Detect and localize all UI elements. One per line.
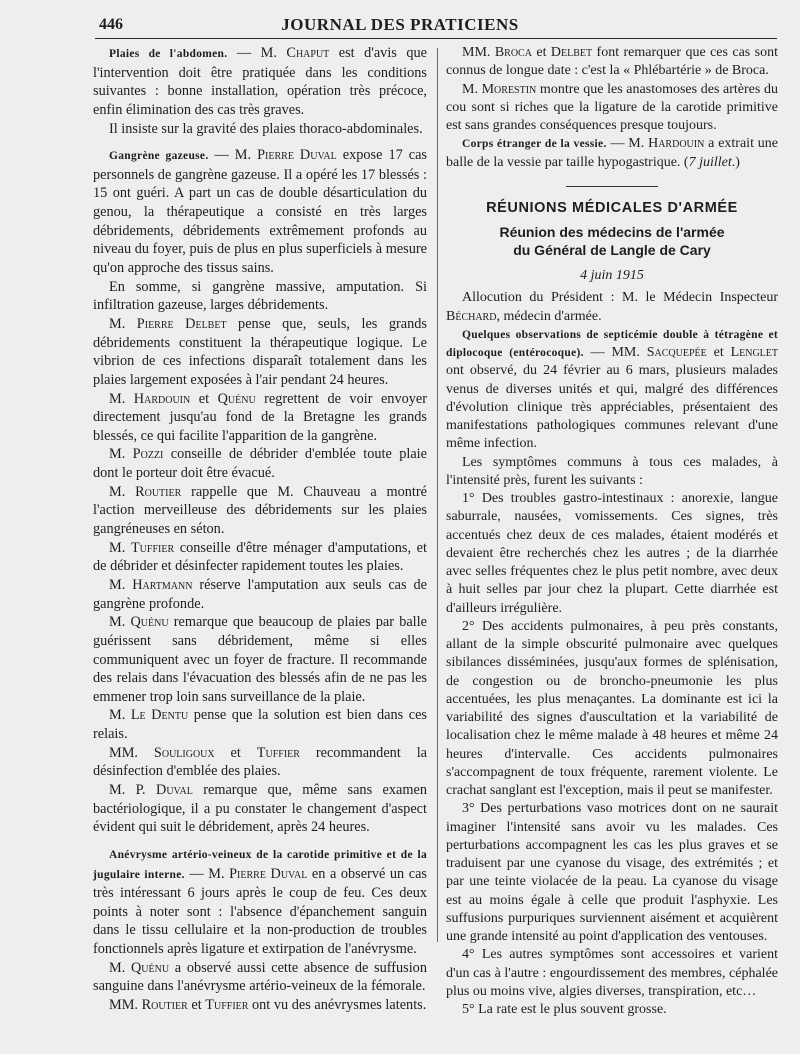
author-name: Hardouin [133, 390, 191, 407]
paragraph: Anévrysme artério-veineux de la carotide primitive et de la jugulaire interne. — M. Pierre Duval en a observé un cas très intéressant 6 jours après le coup de feu. Ces deux points à noter sont : l'absence d'épanchement sanguin dans le tissu cellulaire et la non-production de troubles fonctionnels après ligature et extirpation de l'anévrysme. [93, 848, 427, 958]
meeting-date: 4 juin 1915 [580, 268, 644, 283]
paragraph: Quelques observations de septicémie double à tétragène et diplocoque (entérocoque). — MM. Sacquepée et Lenglet ont observé, du 24 février au 6 mars, plusieurs malades venus de diverses unités et qui, malgré des différences d'évolution clinique très appréciables, présentaient des manifestations pathologiques communes relevant d'une même infection. [446, 328, 778, 452]
paragraph: MM. Broca et Delbet font remarquer que ces cas sont connus de longue date : c'est la « Phlébartérie » de Broca. [446, 45, 779, 79]
paragraph: M. Pierre Delbet pense que, seuls, les grands débridements constituent la thérapeutique logique. Le vibrion de ces infections disparaît totalement dans les plaies largement exposées à l'air pendant 24 heures. [93, 315, 427, 388]
left-column [93, 44, 427, 1015]
paragraph: Plaies de l'abdomen. — M. Chaput est d'avis que l'intervention doit être pratiquée dans les conditions suivantes : bonne installation, opération très précoce, enfin élimination des cas très graves. [93, 45, 427, 118]
header-rule [95, 38, 777, 39]
paragraph: M. Pozzi conseille de débrider d'emblée toute plaie dont le porteur doit être évacué. [93, 446, 427, 482]
section-heading: Quelques observations de septicémie double à tétragène et diplocoque (entérocoque). [446, 328, 778, 359]
paragraph: M. Hardouin et Quénu regrettent de voir envoyer directement jusqu'au fond de la Bretagne les grands blessés, ce qui facilite l'apparition de la gangrène. [93, 390, 428, 444]
journal-title: JOURNAL DES PRATICIENS [281, 15, 519, 34]
paragraph: MM. Souligoux et Tuffier recommandent la désinfection d'emblée des plaies. [93, 744, 428, 780]
section-heading: Plaies de l'abdomen. [109, 48, 228, 60]
author-name: Hardouin [648, 136, 705, 152]
author-name: Hartmann [132, 576, 193, 593]
paragraph: Gangrène gazeuse. — M. Pierre Duval expose 17 cas personnels de gangrène gazeuse. Il a opéré les 17 blessés : 15 ont guéri. A part un cas de double désarticulation du genou, la thérapeutique a consisté en très larges débridements, débridements extrêmement profonds au niveau du foyer, puis de plus en plus superficiels à mesure qu'on approche des tissus sains. [93, 147, 427, 277]
paragraph: 1° Des troubles gastro-intestinaux : anorexie, langue saburrale, nausées, vomissements. Ces signes, très accentués chez deux de ces malades, étaient modérés et devaient être recherchés chez les autres ; de la diarrhée avec selles fréquentes chez le plus petit nombre, avec deux à huit selles par jour chez la plupart. Cette diarrhée est d'ailleurs irrégulière. [446, 491, 778, 616]
paragraph: Allocution du Président : M. le Médecin Inspecteur Béchard, médecin d'armée. [446, 290, 778, 324]
paragraph: M. Hartmann réserve l'amputation aux seuls cas de gangrène profonde. [93, 576, 427, 612]
author-name: Tuffier [205, 997, 249, 1014]
author-name: Quénu [130, 614, 169, 631]
section-heading: Gangrène gazeuse. [109, 150, 209, 163]
author-name: Duval [156, 781, 193, 798]
author-name: Pozzi [132, 446, 164, 463]
author-name: Pierre Delbet [136, 315, 227, 332]
section-separator [566, 186, 658, 187]
author-name: Quénu [217, 390, 256, 407]
paragraph: Corps étranger de la vessie. — M. Hardouin a extrait une balle de la vessie par taille hypogastrique. (7 juillet.) [446, 136, 779, 170]
paragraph: M. Routier rappelle que M. Chauveau a montré l'action merveilleuse des débridements sur les plaies gangréneuses en séton. [93, 483, 427, 538]
section-heading: Corps étranger de la vessie. [462, 138, 607, 151]
author-name: Routier [141, 997, 188, 1014]
author-name: Sacquepée [646, 345, 707, 360]
paragraph: MM. Routier et Tuffier ont vu des anévrysmes latents. [109, 997, 427, 1014]
author-name: Routier [135, 483, 182, 500]
author-name: Delbet [550, 45, 593, 60]
author-name: Chaput [286, 45, 330, 61]
paragraph: En somme, si gangrène massive, amputation. Si infiltration gazeuse, larges débridements. [93, 278, 427, 314]
page-header [0, 0, 800, 40]
section-title: RÉUNIONS MÉDICALES D'ARMÉE [486, 199, 738, 216]
paragraph: 5° La rate est le plus souvent grosse. [462, 1002, 667, 1017]
page-number: 446 [99, 16, 123, 33]
author-name: Tuffier [256, 744, 300, 761]
author-name: Broca [494, 45, 532, 60]
paragraph: M. Quénu remarque que beaucoup de plaies par balle guérissent sans débridement, même si elles communiquent avec un foyer de fracture. Il recommande des relais dans l'évacuation des blessés afin de ne pas les emmener trop loin sans surveillance de la plaie. [93, 614, 427, 705]
author-name: Pierre Duval [257, 147, 337, 164]
author-name: Le Dentu [130, 707, 189, 724]
author-name: Pierre Duval [229, 865, 308, 882]
paragraph: 4° Les autres symptômes sont accessoires et varient d'un cas à l'autre : engourdissement des membres, céphalée plus ou moins vive, algies diverses, transpiration, etc… [446, 947, 778, 999]
subtitle-line: du Général de Langle de Cary [513, 242, 711, 258]
session-date: 7 juillet [688, 154, 732, 170]
paragraph: Il insiste sur la gravité des plaies thoraco-abdominales. [109, 120, 423, 137]
paragraph: M. Quénu a observé aussi cette absence de suffusion sanguine dans l'anévrysme artério-veineux de la fémorale. [93, 959, 427, 995]
author-name: Souligoux [153, 744, 215, 761]
section-heading: Anévrysme artério-veineux de la carotide primitive et de la jugulaire interne. [93, 848, 427, 881]
paragraph: M. P. Duval remarque que, même sans examen bactériologique, il a pu constater le changement d'aspect évident qui suit le débridement, après 24 heures. [93, 781, 427, 836]
paragraph: M. Morestin montre que les anastomoses des artères du cou sont si riches que la ligature de la carotide primitive est sans grandes conséquences presque toujours. [446, 81, 778, 133]
author-name: Béchard [446, 308, 497, 324]
paragraph: M. Tuffier conseille d'être ménager d'amputations, et de débrider et désinfecter rapidement toutes les plaies. [93, 539, 427, 575]
paragraph: Les symptômes communs à tous ces malades, à l'intensité près, furent les suivants : [446, 454, 778, 488]
author-name: Morestin [481, 81, 537, 97]
author-name: Tuffier [130, 539, 175, 556]
paragraph: 3° Des perturbations vaso motrices dont on ne saurait imaginer l'intensité sans avoir vu les malades. Ces perturbations accompagnent les cas les plus graves et se traduisent par une cyanose du visage, des extrémités ; et par une teinte violacée de la peau. La cyanose du visage est au moins égale à celle que produit l'asphyxie. Les suffusions purpuriques surviennent aisément et acquièrent une grande intensité au point d'application des ventouses. [446, 801, 778, 944]
author-name: Lenglet [730, 345, 778, 360]
paragraph: 2° Des accidents pulmonaires, à peu près constants, allant de la simple obscurité pulmonaire avec quelques sibilances disséminées, jusqu'aux formes de splénisation, de congestion ou de broncho-pneumonie les plus accentuées, les plus menaçantes. La dominante est ici la variabilité des signes d'auscultation et la variabilité de localisation chez le même malade à 48 heures et même 24 heures d'intervalle. Ces accidents pulmonaires s'accompagnent de toux fréquente, rarement violente. Le crachat sanglant est l'exception, mais il peut se manifester. [446, 618, 778, 798]
subtitle-line: Réunion des médecins de l'armée [499, 224, 725, 240]
author-name: Quénu [130, 959, 170, 976]
column-divider [437, 48, 438, 942]
paragraph: M. Le Dentu pense que la solution est bien dans ces relais. [93, 707, 427, 743]
right-column [446, 44, 778, 1019]
